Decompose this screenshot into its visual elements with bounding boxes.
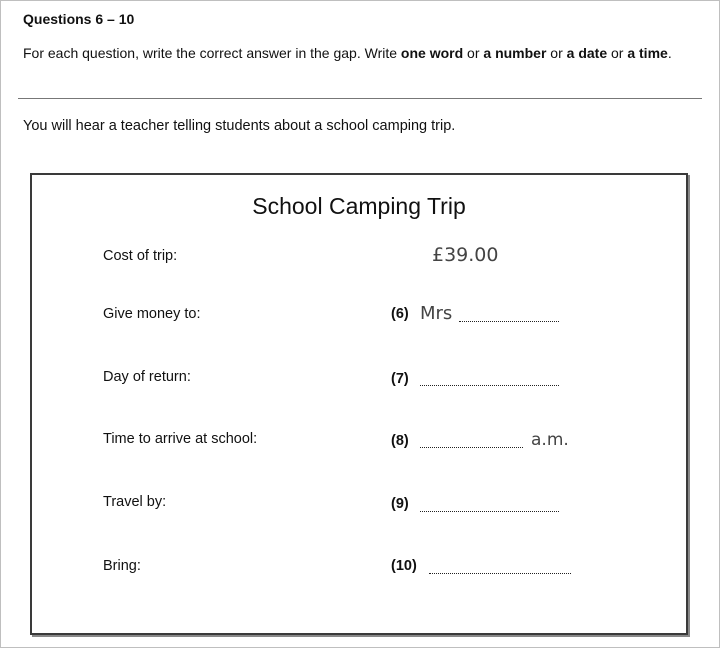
- question-8-answer-line[interactable]: [420, 447, 523, 448]
- cost-value: £39.00: [432, 244, 499, 266]
- bring-label: Bring:: [103, 558, 141, 574]
- travel-by-label: Travel by:: [103, 494, 167, 510]
- instruction-or: or: [463, 45, 484, 61]
- question-6-number: (6): [391, 306, 409, 322]
- question-7-answer-line[interactable]: [420, 385, 559, 386]
- form-title: School Camping Trip: [252, 193, 466, 219]
- intro-text: You will hear a teacher telling students about a school camping trip.: [23, 118, 456, 134]
- form-box: [30, 173, 688, 635]
- question-6-answer-line[interactable]: [459, 321, 559, 322]
- question-8-suffix: a.m.: [531, 430, 569, 450]
- question-7-number: (7): [391, 371, 409, 387]
- instruction-emphasis-word: one word: [400, 45, 464, 61]
- day-of-return-label: Day of return:: [103, 369, 191, 385]
- instruction-emphasis-time: a time: [627, 45, 668, 61]
- divider: [18, 98, 702, 99]
- question-10-number: (10): [391, 558, 417, 574]
- instruction-end: .: [667, 45, 672, 61]
- instruction-or: or: [546, 45, 567, 61]
- cost-label: Cost of trip:: [103, 248, 178, 264]
- give-money-label: Give money to:: [103, 306, 201, 322]
- questions-heading: Questions 6 – 10: [23, 11, 135, 27]
- question-10-answer-line[interactable]: [429, 573, 571, 574]
- instruction-emphasis-number: a number: [483, 45, 547, 61]
- instruction-text: For each question, write the correct answer in the gap. Write: [23, 45, 401, 61]
- instruction-emphasis-date: a date: [566, 45, 608, 61]
- instructions: [23, 45, 693, 62]
- question-9-answer-line[interactable]: [420, 511, 559, 512]
- question-8-number: (8): [391, 433, 409, 449]
- question-9-number: (9): [391, 496, 409, 512]
- arrival-time-label: Time to arrive at school:: [103, 431, 258, 447]
- question-6-prefix: Mrs: [420, 303, 453, 324]
- instruction-or: or: [607, 45, 628, 61]
